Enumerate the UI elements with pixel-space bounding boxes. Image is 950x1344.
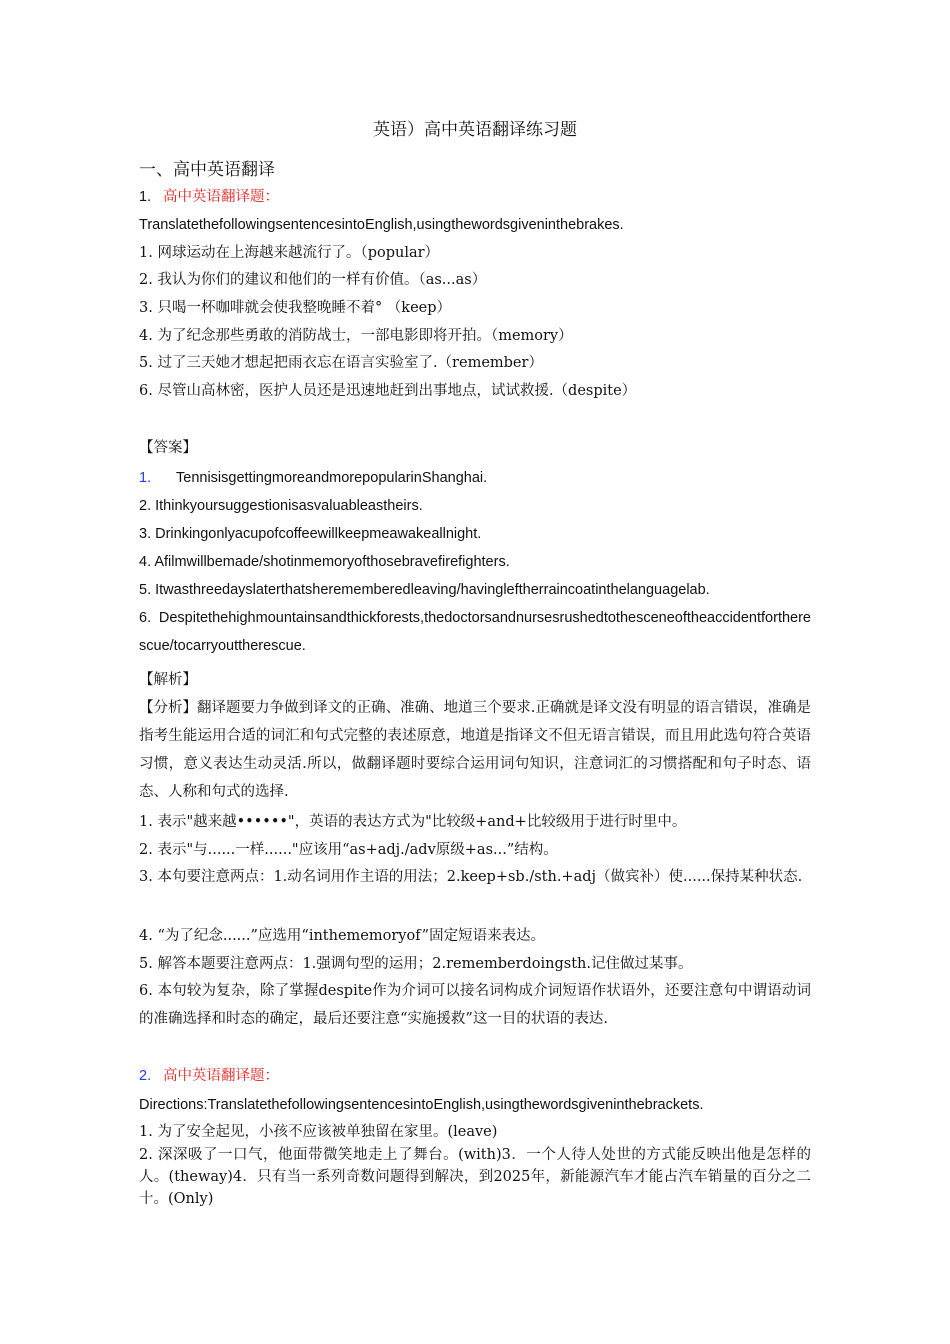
- page-title: 英语）高中英语翻译练习题: [373, 120, 577, 140]
- analysis-note: 1. 表示"越来越••••••"，英语的表达方式为"比较级+and+比较级用于进行时里中。: [139, 814, 687, 830]
- q1-item: 5. 过了三天她才想起把雨衣忘在语言实验室了.（remember）: [139, 355, 543, 371]
- q1-instruction: TranslatethefollowingsentencesintoEnglish,usingthewordsgiveninthebrakes.: [139, 217, 624, 233]
- answer-row: [139, 468, 810, 488]
- q1-number: 1.: [139, 189, 152, 205]
- q1-label: 高中英语翻译题：: [163, 189, 279, 205]
- q1-item: 3. 只喝一杯咖啡就会使我整晚睡不着° （keep）: [139, 300, 452, 316]
- q1-header: [139, 187, 810, 207]
- q2-item: 1. 为了安全起见，小孩不应该被单独留在家里。(leave): [139, 1124, 498, 1140]
- answer-row: 3. Drinkingonlyacupofcoffeewillkeepmeawakeallnight.: [139, 526, 482, 542]
- analysis-note: 6. 本句较为复杂，除了掌握despite作为介词可以接名词构成介词短语作状语外，还要注意句中谓语动词的准确选择和时态的确定，最后还要注意“实施援救”这一目的状语的表达.: [139, 983, 811, 1027]
- answer-row: 2. Ithinkyoursuggestionisasvaluableastheirs.: [139, 498, 423, 514]
- q1-item: 1. 网球运动在上海越来越流行了。（popular）: [139, 245, 440, 261]
- section-heading: 一、高中英语翻译: [139, 160, 275, 180]
- analysis-note: 3. 本句要注意两点：1.动名词用作主语的用法；2.keep+sb./sth.+adj（做宾补）使......保持某种状态.: [139, 869, 803, 885]
- answer-row: 6. Despitethehighmountainsandthickforests,thedoctorsandnursesrushedtothesceneoftheaccidentfortherescue/tocarryouttherescue.: [139, 610, 811, 654]
- q2-label: 高中英语翻译题：: [163, 1068, 279, 1084]
- answer-row: 5. Itwasthreedayslaterthatsherememberedleaving/havingleftherraincoatinthelanguagelab.: [139, 582, 710, 598]
- answer-heading: 【答案】: [139, 440, 197, 456]
- answer-first-number: 1.: [139, 470, 152, 486]
- q2-number: 2.: [139, 1068, 152, 1084]
- answer-row: 4. Afilmwillbemade/shotinmemoryofthosebravefirefighters.: [139, 554, 510, 570]
- q1-item: 4. 为了纪念那些勇敢的消防战士，一部电影即将开拍。（memory）: [139, 328, 573, 344]
- q1-item: 2. 我认为你们的建议和他们的一样有价值。（as...as）: [139, 272, 487, 288]
- analysis-note: 2. 表示"与......一样......"应该用“as+adj./adv原级+as...”结构。: [139, 842, 558, 858]
- q2-header: [139, 1066, 810, 1086]
- q1-item: 6. 尽管山高林密，医护人员还是迅速地赶到出事地点，试试救援.（despite）: [139, 383, 637, 399]
- analysis-note: 5. 解答本题要注意两点：1.强调句型的运用；2.rememberdoingsth.记住做过某事。: [139, 956, 693, 972]
- answer-first-text: TennisisgettingmoreandmorepopularinShanghai.: [176, 470, 488, 486]
- analysis-heading: 【解析】: [139, 672, 197, 688]
- q2-instruction: Directions:TranslatethefollowingsentencesintoEnglish,usingthewordsgiveninthebrackets.: [139, 1097, 704, 1113]
- analysis-paragraph: 【分析】翻译题要力争做到译文的正确、准确、地道三个要求.正确就是译文没有明显的语言错误，准确是指考生能运用合适的词汇和句式完整的表述原意，地道是指译文不但无语言错误，而且用此选句符合英语习惯，意义表达生动灵活.所以，做翻译题时要综合运用词句知识，注意词汇的习惯搭配和句子时态、语态、人称和句式的选择.: [139, 700, 811, 800]
- analysis-note: 4. “为了纪念......”应选用“inthememoryof”固定短语来表达。: [139, 928, 546, 944]
- q2-item: 2. 深深吸了一口气，他面带微笑地走上了舞台。(with)3．一个人待人处世的方式能反映出他是怎样的人。(theway)4．只有当一系列奇数问题得到解决，到2025年，新能源汽车才能占汽车销量的百分之二十。(Only): [139, 1147, 811, 1207]
